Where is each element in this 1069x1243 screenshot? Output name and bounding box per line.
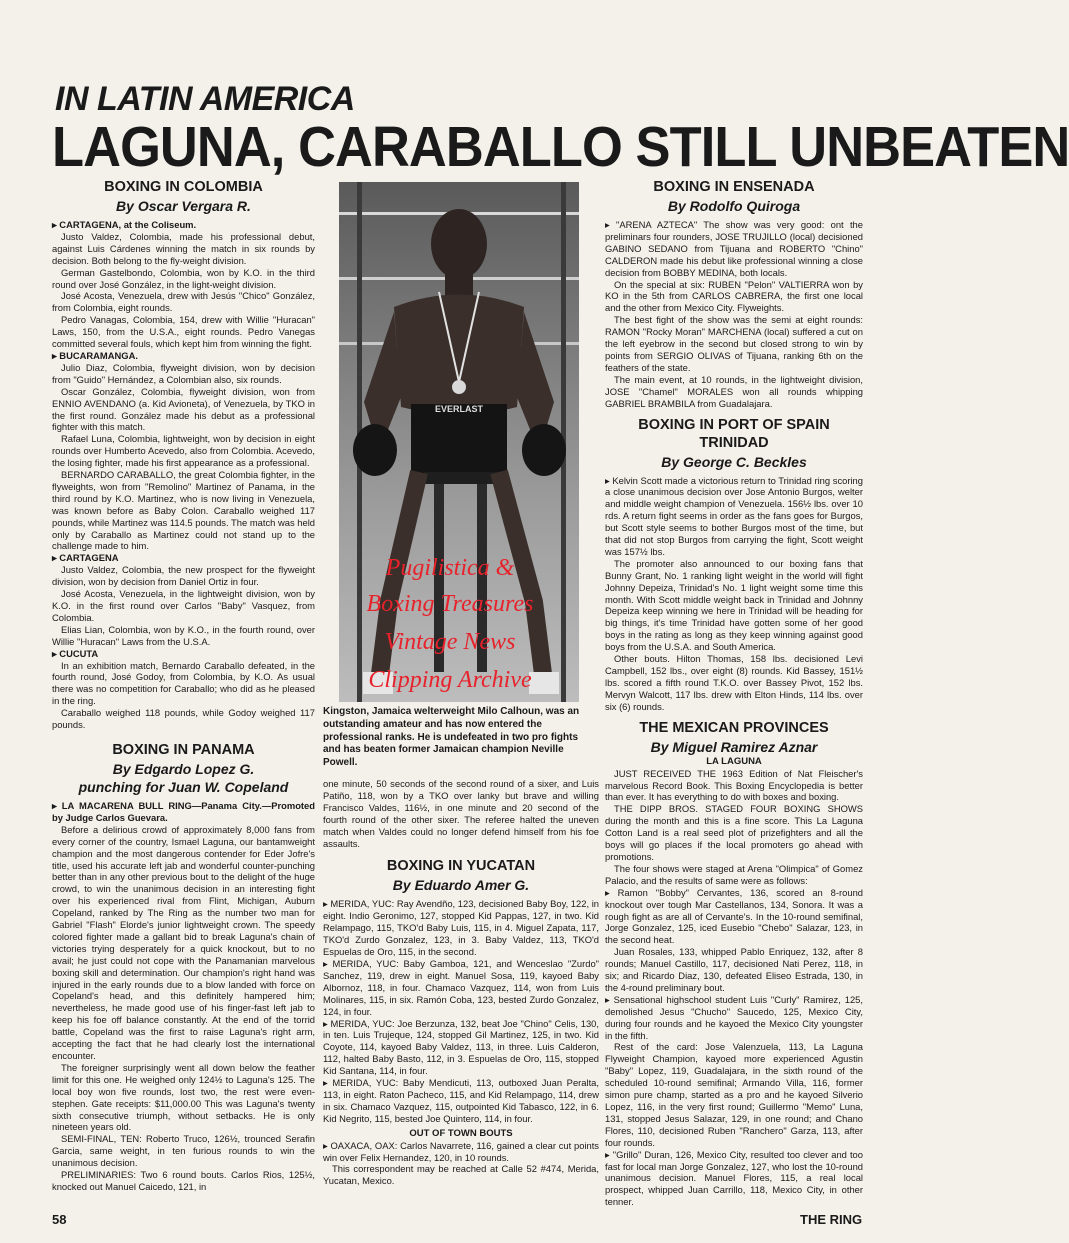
watermark-line: Pugilistica & (385, 555, 515, 581)
yucatan-byline: By Eduardo Amer G. (392, 877, 530, 894)
middle-column (323, 778, 599, 1187)
photo-caption: Kingston, Jamaica welterweight Milo Calhoun, was an outstanding amateur and has now entered the professional ranks. He is undefeated in two pro fights and has beaten former Jamaican champion Neville Powell. (323, 706, 580, 769)
article-paragraph: JUST RECEIVED THE 1963 Edition of Nat Fleischer's marvelous Record Book. This Boxing Encyclopedia is better than ever. It has everything to do with boxes and boxing. (605, 767, 863, 803)
article-paragraph: ▸ CARTAGENA, at the Coliseum. (52, 219, 197, 230)
panama-title: BOXING IN PANAMA (112, 741, 255, 758)
boxer-illustration (339, 182, 579, 702)
ensenada-title: BOXING IN ENSENADA (653, 179, 815, 195)
article-paragraph: Other bouts. Hilton Thomas, 158 lbs. decisioned Levi Campbell, 152 lbs., over eight (8) rounds. Kid Bassey, 151½ lbs. scored a fifth round T.K.O. over Bassey Pivot, 152 lbs. Mervyn Walcott, 117 lbs. drew with Elton Hinds, 114 lbs. over six (6) rounds. (605, 653, 863, 712)
mexican-byline: By Miguel Ramirez Aznar (650, 738, 818, 755)
belt-text: EVERLAST (434, 404, 484, 414)
article-paragraph: On the special at six: RUBEN "Pelon" VALTIERRA won by KO in the 5th from CARLOS CABRERA, the first one local and the other from Mexico City. Flyweights. (605, 278, 863, 314)
panama-byline-2: punching for Juan W. Copeland (78, 778, 289, 795)
magazine-name: THE RING (800, 1212, 863, 1227)
article-paragraph: This correspondent may be reached at Calle 52 #474, Merida, Yucatan, Mexico. (323, 1163, 599, 1187)
article-paragraph: ▸ "ARENA AZTECA" The show was very good: ont the preliminars four rounders, JOSE TRUJILLO (local) decisioned GABINO SEDANO from Tijuana and ROBERTO "Chino" CALDERON made his debut like professional winning a close decision from BOBBY MEDINA, both locals. (605, 219, 863, 278)
article-paragraph: Justo Valdez, Colombia, the new prospect for the flyweight division, won by decision from Daniel Ortiz in four. (52, 564, 315, 588)
article-paragraph: BERNARDO CARABALLO, the great Colombia fighter, in the flyweights, won from "Remolino" Martinez of Panama, in the third round by K.O. Martinez, who is now living in Venezuela, was known before as Baby Colon. Caraballo weighed 117 pounds, while Martinez was 114.5 pounds. The match was held only by Caraballo as Martinez could not stand up to the challenge made to him. (52, 469, 315, 552)
article-paragraph: José Acosta, Venezuela, drew with Jesús "Chico" González, from Colombia, eight rounds. (52, 290, 315, 314)
article-paragraph: Caraballo weighed 118 pounds, while Godoy weighed 117 pounds. (52, 707, 315, 731)
article-paragraph: The best fight of the show was the semi at eight rounds: RAMON "Rocky Moran" MARCHENA (local) suffered a cut on the left eyebrow in the second but closed strong to win by points from SERGIO OLIVAS of Tijuana, ranking 6th on the feathers of the state. (605, 314, 863, 373)
article-paragraph: The four shows were staged at Arena "Olimpica" of Gomez Palacio, and the results of same were as follows: (605, 862, 863, 886)
article-paragraph: ▸ LA MACARENA BULL RING—Panama City.—Promoted by Judge Carlos Guevara. (52, 799, 315, 823)
article-paragraph: ▸ CUCUTA (52, 647, 99, 659)
article-paragraph: German Gastelbondo, Colombia, won by K.O. in the third round over José González, in the light-weight division. (52, 266, 315, 290)
article-paragraph: The main event, at 10 rounds, in the lightweight division, JOSE "Chamel" MORALES won all rounds whipping GABRIEL BRAMBILA from Guadalajara. (605, 373, 863, 409)
watermark-line: Clipping Archive (368, 667, 532, 693)
article-paragraph: Julio Diaz, Colombia, flyweight division, won by decision from "Guido" Hernández, a Colombian also, six rounds. (52, 361, 315, 385)
trinidad-title: BOXING IN PORT OF SPAIN (638, 416, 830, 433)
article-paragraph: one minute, 50 seconds of the second round of a sixer, and Luis Patiño, 118, won by a TKO over lanky but brave and willing Francisco Valdes, 116½, in one minute and 20 second of the fourth round of the other sixer. The referee halted the uneven match when Valdes could no longer defend himself from his foe assaults. (323, 778, 599, 849)
article-paragraph: ▸ Kelvin Scott made a victorious return to Trinidad ring scoring a close unanimous decision over Jose Antonio Burgos, welter and middle weight champion of Venezuela. 156½ lbs. over 10 rds. A return fight seems in order as the fans goes for Burgos, but Scott style seems to bother Burgos most of the time, but that did not stop Burgos from carrying the fight, Scott weight was 157½ lbs. (605, 474, 863, 557)
page-number: 58 (52, 1212, 67, 1227)
article-paragraph: Elias Lian, Colombia, won by K.O., in the fourth round, over Willie "Huracan" Laws from the U.S.A. (52, 623, 315, 647)
article-paragraph: Justo Valdez, Colombia, made his professional debut, against Luis Cárdenes winning the match in six rounds by decision. Both belong to the fly-weight division. (52, 230, 315, 266)
article-paragraph: SEMI-FINAL, TEN: Roberto Truco, 126½, trounced Serafin Garcia, same weight, in ten furious rounds to win the unanimous decision. (52, 1133, 315, 1169)
colombia-title: BOXING IN COLOMBIA (104, 179, 263, 195)
article-paragraph: ▸ CARTAGENA (52, 552, 119, 564)
article-paragraph: Rest of the card: Jose Valenzuela, 113, La Laguna Flyweight Champion, kayoed more experienced Agustin "Baby" Lopez, 119, Guadalajara, in the sixth round of the scheduled 10-round semifinal; Armando Villa, 116, former simon pure champ, started as a pro and he kayoed Silverio Lopez, 116, in the very first round; Guillermo "Memo" Luna, 131, stopped Jesus Salazar, 129, in one round; and Chano Flores, 110, decisioned Ruben "Ranchero" Garza, 113, after four rounds. (605, 1041, 863, 1148)
article-paragraph: PRELIMINARIES: Two 6 round bouts. Carlos Rios, 125½, knocked out Manuel Caicedo, 121, in (52, 1169, 315, 1192)
article-paragraph: ▸ MERIDA, YUC: Joe Berzunza, 132, beat Joe "Chino" Celis, 130, in ten. Luis Trujeque, 124, stopped Gil Martinez, 125, in two. Kid Coyote, 114, kayoed Baby Valdez, 113, in three. Luis Calderon, 112, halted Baby Basto, 112, in 3. Espuelas de Oro, 115, stopped Kid Santana, 114, in four. (323, 1017, 599, 1077)
ensenada-byline: By Rodolfo Quiroga (667, 198, 801, 214)
article-paragraph: Before a delirious crowd of approximately 8,000 fans from every corner of the country, Ismael Laguna, our bantamweight champion and the most dangerous contender for Eder Jofre's title, used his accurate left jab and wonderful counter-punching better than in any other previous bout to the delight of the huge crowd, to win the unanimous decision in an interesting fight over his experienced rival from Flint, Michigan, Auburn Copeland, ranked by The Ring as the number two man for Gabriel "Flash" Elorde's junior lightweight crown. The speedy colored fighter made a gallant bid to break Laguna's chain of victories trying desperately for a quick knockout, but to no avail; he just could not cope with the Panamanian marvelous boxing skill and determination. Our champion's right hand was injured in the early rounds due to a blow landed with force on Copeland's head, and this definitely hampered him; nevertheless, he made good use of his finger-fast left jab to keep his foe off balance constantly. At the end of the torrid battle, Copeland was the first to raise Laguna's right arm, accepting the fact that he had clearly lost the international encounter. (52, 823, 315, 1061)
article-paragraph: ▸ MERIDA, YUC: Ray Avendño, 123, decisioned Baby Boy, 122, in eight. Indio Geronimo, 127, stopped Kid Pappas, 127, in two. Kid Relampago, 115, TKO'd Baby Luis, 115, in 4. Miguel Zapata, 117, TKO'd Zurdo Gonzalez, 123, in 3. Baby Valdez, 113, TKO'd Espuelas de Oro, 115, in the second. (323, 898, 599, 958)
article-paragraph: The promoter also announced to our boxing fans that Bunny Grant, No. 1 ranking light weight in the world will fight Johnny Depeiza, Trinidad's No. 1 light weight some time this month. With Scott middle weight back in Trinidad and Johnny Depeiza keep winning we here in Trinidad will be heading for big things, it's time Trinidad have gotten some of her good boys in the rating as long as they keep winning against good boys from the U.S.A. and South America. (605, 557, 863, 653)
article-paragraph: In an exhibition match, Bernardo Caraballo defeated, in the fourth round, José Godoy, from Colombia, by K.O. As usual there was no competition for Caraballo; who did as he pleased in the ring. (52, 659, 315, 707)
article-paragraph: The foreigner surprisingly went all down below the feather limit for this one. He weighed only 124½ to Laguna's 125. The local boy won five rounds, lost two, the rest were even-stephen. Gate receipts: $11,000.00 This was Laguna's twenty sixth consecutive triumph, without setbacks. He is only nineteen years old. (52, 1061, 315, 1133)
colombia-byline: By Oscar Vergara R. (116, 198, 251, 214)
watermark-line: Vintage News (384, 629, 516, 655)
left-column (52, 178, 315, 1203)
la-laguna-heading: LA LAGUNA (706, 755, 762, 767)
article-paragraph: ▸ MERIDA, YUC: Baby Mendicuti, 113, outboxed Juan Peralta, 113, in eight. Raton Pacheco, 115, and Kid Relampago, 114, drew in six. Chamaco Vazquez, 115, outpointed Kid Tabasco, 122, in 6. Kid Negrito, 115, bested Joe Quintero, 114, in four. (323, 1077, 599, 1124)
kicker: IN LATIN AMERICA (55, 80, 355, 118)
article-paragraph: Juan Rosales, 133, whipped Pablo Enriquez, 132, after 8 rounds; Manuel Castillo, 117, decisioned Nati Perez, 118, in six; and Ricardo Diaz, 130, defeated Eliseo Estrada, 130, in the 4-round preliminary bout. (605, 946, 863, 993)
article-paragraph: Pedro Vanagas, Colombia, 154, drew with Willie "Huracan" Laws, 150, from the U.S.A., eight rounds. Pedro Vanegas committed several fouls, which kept him from winning the fight. (52, 314, 315, 350)
headline: LAGUNA, CARABALLO STILL UNBEATEN (52, 115, 1069, 179)
article-paragraph: Rafael Luna, Colombia, lightweight, won by decision in eight rounds over Humberto Acevedo, also from Colombia. Acevedo, the losing fighter, made his first appearance as a professional. (52, 433, 315, 469)
yucatan-title: BOXING IN YUCATAN (386, 858, 536, 875)
article-paragraph: ▸ BUCARAMANGA. (52, 349, 138, 361)
article-paragraph: ▸ Sensational highschool student Luis "Curly" Ramirez, 125, demolished Jesus "Chucho" Saucedo, 125, Mexico City, during four rounds and he kayoed the Mexico City youngster in the fifth. (605, 993, 863, 1041)
article-paragraph: ▸ "Grillo" Duran, 126, Mexico City, resulted too clever and too fast for local man Jorge Gonzalez, 127, who lost the 10-round unanimous decision. Manuel Flores, 115, a real local prospect, whipped Juan Carrillo, 118, Mexico City, in other tenner. (605, 1148, 863, 1208)
article-paragraph: THE DIPP BROS. STAGED FOUR BOXING SHOWS during the month and this is a fine score. This La Laguna Cotton Land is a real seed plot of prizefighters and all the boys will go places if the local promoters go ahead with promotions. (605, 803, 863, 862)
article-paragraph: ▸ OAXACA, OAX: Carlos Navarrete, 116, gained a clear cut points win over Felix Hernandez, 120, in 10 rounds. (323, 1139, 599, 1163)
right-column (605, 178, 863, 1208)
mexican-title: THE MEXICAN PROVINCES (639, 719, 829, 736)
article-paragraph: ▸ Ramon "Bobby" Cervantes, 136, scored an 8-round knockout over tough Mar Castellanos, 134, Sonora. It was a rough fight as are all of Cervante's. In the 10-round semifinal, Jorge Gonzalez, 125, iced Eusebio "Chebo" Salazar, 123, in the second heat. (605, 886, 863, 946)
trinidad-byline: By George C. Beckles (661, 453, 807, 470)
watermark-line: Boxing Treasures (366, 591, 534, 617)
panama-byline: By Edgardo Lopez G. (112, 760, 255, 777)
article-paragraph: José Acosta, Venezuela, in the lightweight division, won by K.O. in the first round over Carlos "Baby" Vasquez, from Colombia. (52, 588, 315, 623)
trinidad-title-2: TRINIDAD (699, 434, 769, 451)
boxer-photo (339, 182, 579, 702)
article-paragraph: ▸ MERIDA, YUC: Baby Gamboa, 121, and Wenceslao "Zurdo" Sanchez, 119, drew in eight. Manuel Sosa, 119, kayoed Baby Albornoz, 118, in four. Chamaco Vazquez, 114, won from Luis Molinares, 115, in six. Ramón Coba, 123, bested Zurdo Gonzalez, 124, in four. (323, 957, 599, 1017)
out-of-town-heading: OUT OF TOWN BOUTS (409, 1127, 513, 1139)
article-paragraph: Oscar González, Colombia, flyweight division, won from ENNIO AVENDANO (a. Kid Avioneta), of Venezuela, by TKO in the first round. González made his debut as a professional fighter with this match. (52, 385, 315, 433)
